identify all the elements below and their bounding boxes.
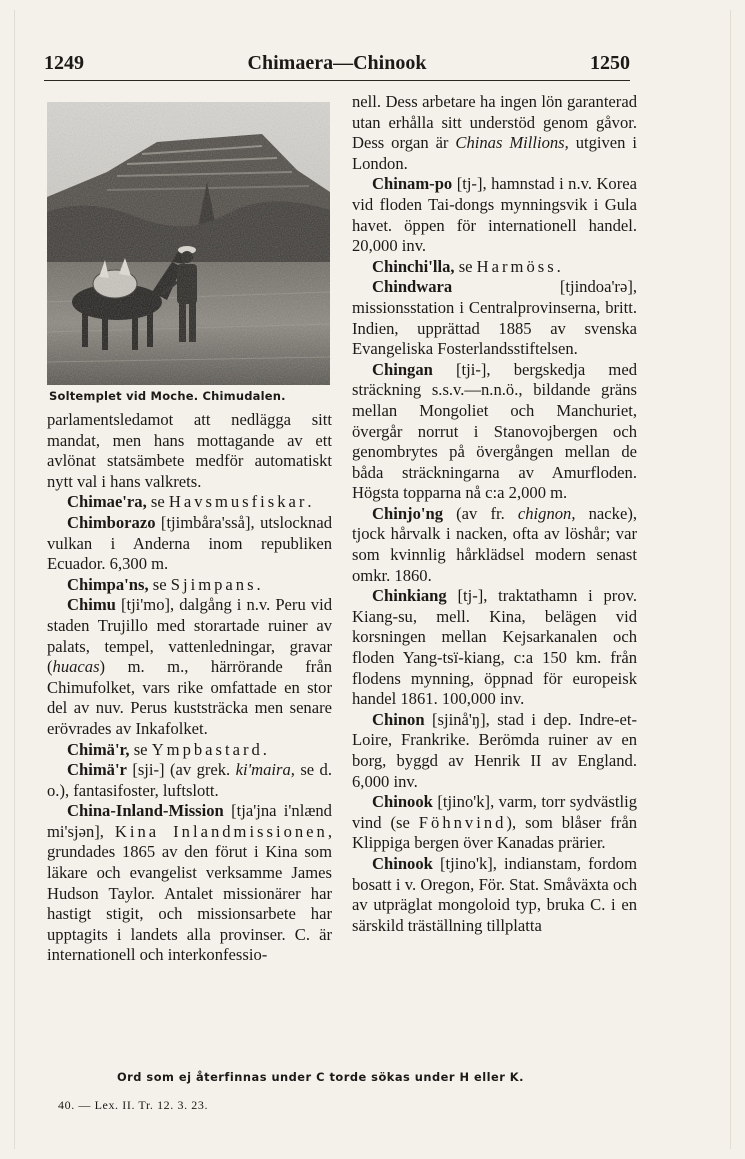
right-column xyxy=(352,92,637,936)
footer-note: Ord som ej återfinnas under C torde sökas under H eller K. xyxy=(117,1070,524,1084)
page-number-left: 1249 xyxy=(44,52,84,74)
entry-continuation: nell. Dess arbetare ha ingen lön garanterad utan erhålla sitt understöd genom gåvor. Dess organ är Chinas Millions, utgiven i London. xyxy=(352,92,637,173)
entry-chinkiang: Chinkiang [tj-], traktathamn i prov. Kiang-su, mell. Kina, belägen vid korsningen mellan Kejsarkanalen och floden Yang-tsï-kiang, c:a 150 km. från flodens mynning, öppnad för europeisk handel 1861. 100,000 inv. xyxy=(352,586,637,709)
entry-chinon: Chinon [sjinå'ŋ], stad i dep. Indre-et-Loire, Frankrike. Berömda ruiner av en borg, byggd av Henrik II av England. 6,000 inv. xyxy=(352,709,637,791)
header-rule xyxy=(44,80,630,81)
entry-chimu: Chimu [tji'mo], dalgång i n.v. Peru vid staden Trujillo med storartade ruiner av palats, tempel, vattenledningar, gravar (huacas) m. m., härrörande från Chimufolket, vars rike omfattade en stor del av nuv. Perus kuststräcka men senare erövrades av Inkafolket. xyxy=(47,595,332,738)
entry-chinam-po: Chinam-po [tj-], hamnstad i n.v. Korea vid floden Tai-dongs mynningsvik i Gula havet. öppen för internationell handel. 20,000 inv. xyxy=(352,174,637,256)
entry-chimar-1: Chimä'r, se Ympbastard. xyxy=(67,739,267,759)
entry-chinchilla: Chinchi'lla, se Harmöss. xyxy=(372,256,561,276)
photo-illustration xyxy=(47,102,330,385)
running-title: Chimaera—Chinook xyxy=(247,52,427,74)
entry-chinjong: Chinjo'ng (av fr. chignon, nacke), tjock hårvalk i nacken, ofta av löshår; var som kvinnlig hårklädsel modern senast omkr. 1860. xyxy=(352,503,637,585)
printer-signature: 40. — Lex. II. Tr. 12. 3. 23. xyxy=(58,1098,209,1112)
entry-continuation: parlamentsledamot att nedlägga sitt mandat, men hans mottagande av ett avlönat statsämbete medför automatiskt nytt val i hans valkrets. xyxy=(47,410,332,491)
entry-chinook-tribe: Chinook [tjino'k], indianstam, fordom bosatt i v. Oregon, För. Stat. Småväxta och av utpräglat mongoloid typ, bruka C. i en särskild träställning tillplatta xyxy=(352,853,637,935)
photo-sun-temple xyxy=(47,102,330,385)
entry-chingan: Chingan [tji-], bergskedja med sträckning s.s.v.—n.n.ö., bildande gräns mellan Mongoliet och Manchuriet, övergår norrut i Stanovojbergen och genombrytes på övergången mellan de båda sträckningarna av Amurfloden. Högsta topparna nå c:a 2,000 m. xyxy=(352,359,637,503)
entry-chinook-wind: Chinook [tjino'k], varm, torr sydvästlig vind (se Föhnvind), som blåser från Klippiga bergen över Kanadas prärier. xyxy=(352,792,638,853)
entry-chimpans: Chimpa'ns, se Sjimpans. xyxy=(67,574,261,594)
entry-chimborazo: Chimborazo [tjimbåra'sså], utslocknad vulkan i Anderna inom republiken Ecuador. 6,300 m. xyxy=(47,512,332,574)
left-column xyxy=(47,92,332,966)
entry-china-inland-mission: China-Inland-Mission [tja'jna i'nlænd mi'sjən], Kina Inlandmissionen, grundades 1865 av den förut i Kina som läkare och evangelist verksamme James Hudson Taylor. Antalet missionärer har hastigt stigit, och missionsarbete har upptagits i landets alla provinser. C. är internationell och interkonfessio- xyxy=(47,801,332,965)
figure-caption: Soltemplet vid Moche. Chimudalen. xyxy=(49,389,286,403)
page-header xyxy=(44,48,630,78)
entry-chimar-2: Chimä'r [sji-] (av grek. ki'maira, se d. o.), fantasifoster, luftslott. xyxy=(47,760,332,800)
page-number-right: 1250 xyxy=(590,52,630,74)
entry-chindwara: Chindwara [tjindoa'rə], missionsstation i Centralprovinserna, britt. Indien, upprättad 1885 av svenska Evangeliska Fosterlandsstiftelsen. xyxy=(352,277,637,359)
entry-chimaera: Chimae'ra, se Havsmusfiskar. xyxy=(67,492,312,512)
